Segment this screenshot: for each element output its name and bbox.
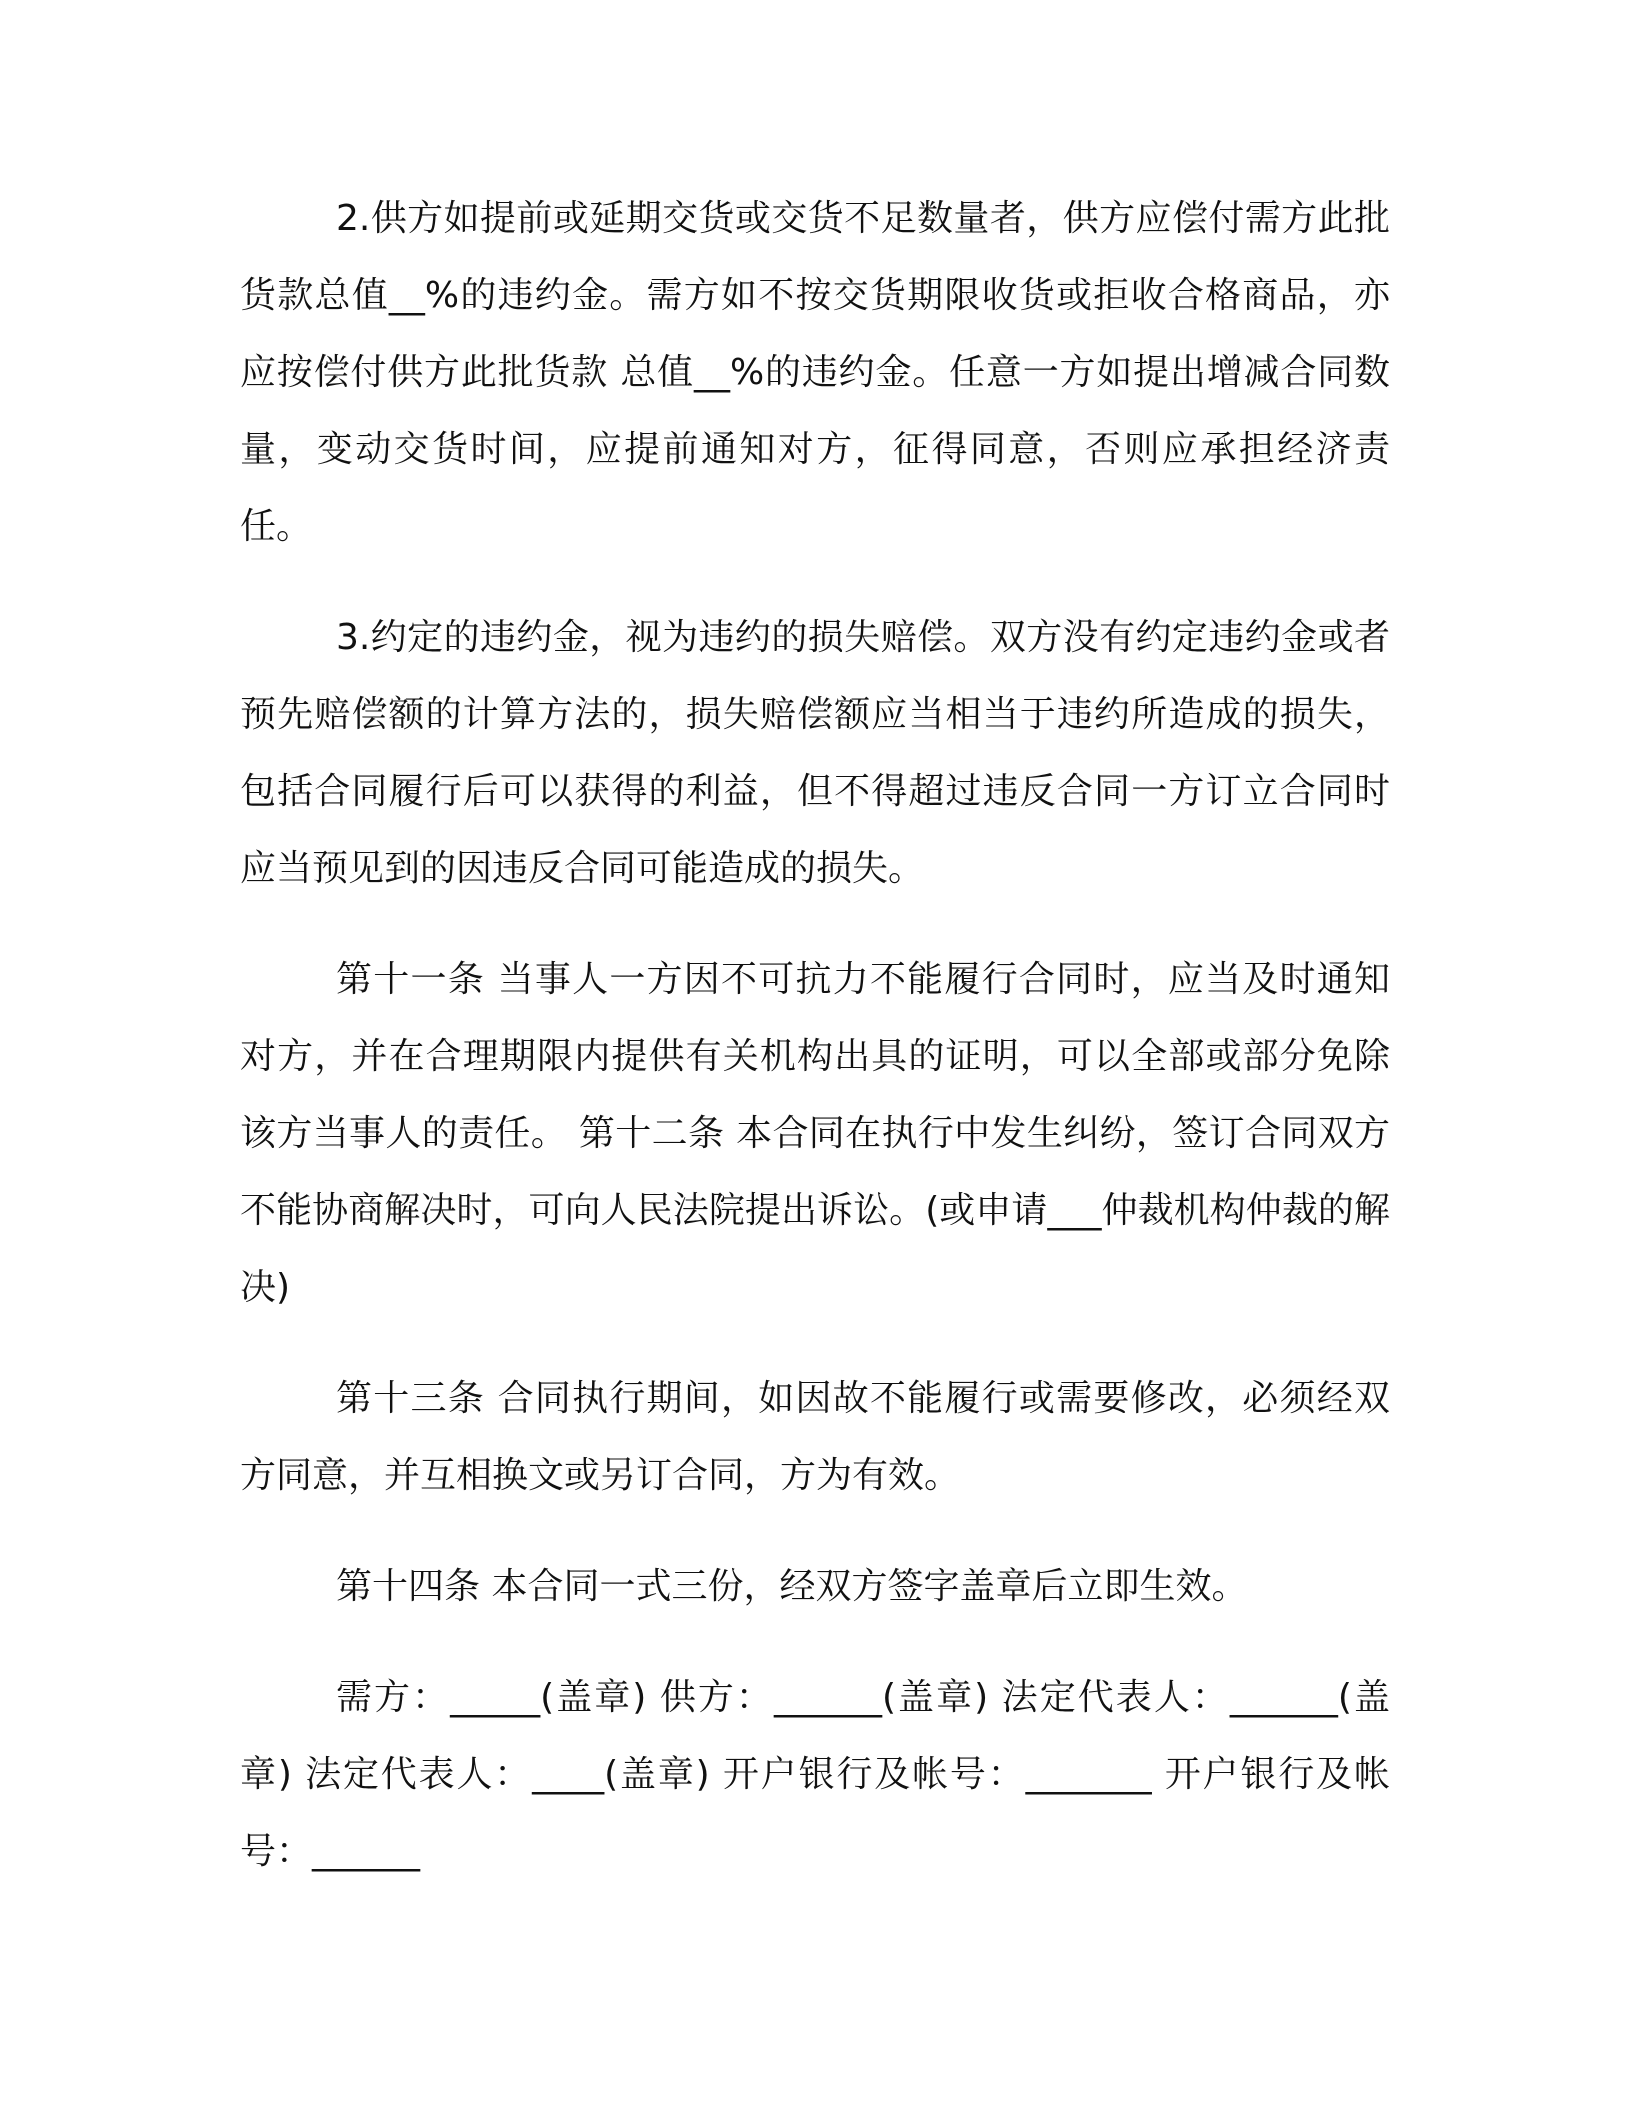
clause-effectiveness: 第十四条 本合同一式三份，经双方签字盖章后立即生效。 <box>336 1566 1248 1607</box>
clause-amendment: 第十三条 合同执行期间，如因故不能履行或需要修改，必须经双方同意，并互相换文或另订合同，方为有效。 <box>240 1378 1390 1496</box>
clause-force-majeure-disputes: 第十一条 当事人一方因不可抗力不能履行合同时，应当及时通知对方，并在合理期限内提供有关机构出具的证明，可以全部或部分免除该方当事人的责任。 第十二条 本合同在执行中发生纠纷，签订合同双方不能协商解决时，可向人民法院提出诉讼。(或申请___仲裁机构仲裁的解决) <box>240 959 1390 1308</box>
clause-penalty-delivery: 2.供方如提前或延期交货或交货不足数量者，供方应偿付需方此批货款总值__%的违约金。需方如不按交货期限收货或拒收合格商品，亦应按偿付供方此批货款 总值__%的违约金。任意一方如提出增减合同数量，变动交货时间，应提前通知对方，征得同意，否则应承担经济责任。 <box>240 198 1390 547</box>
signature-block: 需方：_____(盖章) 供方：______(盖章) 法定代表人：______(盖章) 法定代表人：____(盖章) 开户银行及帐号：_______ 开户银行及帐号：______ <box>240 1677 1390 1872</box>
document-body <box>240 180 1390 1924</box>
clause-agreed-penalty: 3.约定的违约金，视为违约的损失赔偿。双方没有约定违约金或者预先赔偿额的计算方法的，损失赔偿额应当相当于违约所造成的损失，包括合同履行后可以获得的利益，但不得超过违反合同一方订立合同时应当预见到的因违反合同可能造成的损失。 <box>240 617 1390 889</box>
